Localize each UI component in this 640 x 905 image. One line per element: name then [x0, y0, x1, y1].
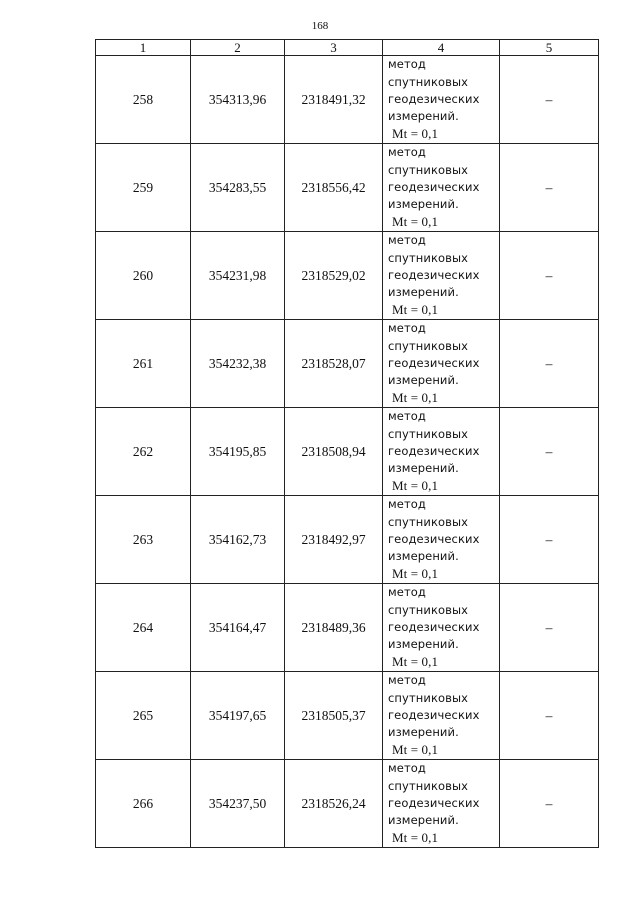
table-row [96, 144, 599, 232]
method-text-line: спутниковых [388, 338, 469, 353]
method-text-line: геодезических [388, 179, 480, 194]
method-text-line: геодезических [388, 355, 480, 370]
x-coordinate-cell: 354313,96 [191, 56, 285, 144]
method-text-line: метод [388, 497, 426, 512]
method-cell [383, 760, 500, 848]
header-col-1: 1 [96, 40, 191, 56]
method-text-line: геодезических [388, 443, 480, 458]
header-col-3: 3 [285, 40, 383, 56]
table-row [96, 584, 599, 672]
y-coordinate-cell: 2318489,36 [285, 584, 383, 672]
method-text-line: спутниковых [388, 74, 469, 89]
y-coordinate-cell: 2318492,97 [285, 496, 383, 584]
point-number-cell: 264 [96, 584, 191, 672]
x-coordinate-cell: 354197,65 [191, 672, 285, 760]
method-text-line: геодезических [388, 267, 480, 282]
accuracy-value: Mt = 0,1 [392, 742, 439, 758]
accuracy-value: Mt = 0,1 [392, 214, 439, 230]
column-5-cell: – [500, 408, 599, 496]
x-coordinate-cell: 354164,47 [191, 584, 285, 672]
point-number-cell: 263 [96, 496, 191, 584]
method-text-line: метод [388, 57, 426, 72]
y-coordinate-cell: 2318529,02 [285, 232, 383, 320]
method-cell [383, 496, 500, 584]
point-number-cell: 262 [96, 408, 191, 496]
column-5-cell: – [500, 584, 599, 672]
method-text-line: геодезических [388, 619, 480, 634]
point-number-cell: 265 [96, 672, 191, 760]
method-text-line: метод [388, 409, 426, 424]
method-text-line: метод [388, 233, 426, 248]
column-5-cell: – [500, 496, 599, 584]
point-number-cell: 260 [96, 232, 191, 320]
point-number-cell: 258 [96, 56, 191, 144]
method-text-line: спутниковых [388, 514, 469, 529]
x-coordinate-cell: 354231,98 [191, 232, 285, 320]
column-5-cell: – [500, 144, 599, 232]
header-col-2: 2 [191, 40, 285, 56]
method-text-line: метод [388, 673, 426, 688]
method-cell [383, 408, 500, 496]
method-cell [383, 232, 500, 320]
accuracy-value: Mt = 0,1 [392, 390, 439, 406]
method-text-line: метод [388, 761, 426, 776]
method-text-line: измерений. [388, 549, 459, 564]
method-text-line: спутниковых [388, 778, 469, 793]
y-coordinate-cell: 2318528,07 [285, 320, 383, 408]
column-5-cell: – [500, 320, 599, 408]
method-text-line: спутниковых [388, 690, 469, 705]
accuracy-value: Mt = 0,1 [392, 830, 439, 846]
x-coordinate-cell: 354283,55 [191, 144, 285, 232]
accuracy-value: Mt = 0,1 [392, 478, 439, 494]
method-text-line: геодезических [388, 707, 480, 722]
accuracy-value: Mt = 0,1 [392, 126, 439, 142]
method-text-line: спутниковых [388, 426, 469, 441]
x-coordinate-cell: 354232,38 [191, 320, 285, 408]
y-coordinate-cell: 2318505,37 [285, 672, 383, 760]
point-number-cell: 259 [96, 144, 191, 232]
table-row [96, 496, 599, 584]
header-col-5: 5 [500, 40, 599, 56]
method-cell [383, 320, 500, 408]
method-text-line: измерений. [388, 813, 459, 828]
method-cell [383, 56, 500, 144]
table-row [96, 408, 599, 496]
method-text-line: метод [388, 145, 426, 160]
x-coordinate-cell: 354237,50 [191, 760, 285, 848]
x-coordinate-cell: 354162,73 [191, 496, 285, 584]
accuracy-value: Mt = 0,1 [392, 302, 439, 318]
method-text-line: измерений. [388, 461, 459, 476]
table-header [96, 40, 599, 56]
accuracy-value: Mt = 0,1 [392, 566, 439, 582]
method-text-line: измерений. [388, 109, 459, 124]
table-row [96, 672, 599, 760]
method-text-line: геодезических [388, 795, 480, 810]
method-text-line: метод [388, 585, 426, 600]
column-5-cell: – [500, 232, 599, 320]
page-number: 168 [311, 20, 329, 32]
method-text-line: спутниковых [388, 602, 469, 617]
method-cell [383, 584, 500, 672]
table-row [96, 56, 599, 144]
table-row [96, 760, 599, 848]
y-coordinate-cell: 2318526,24 [285, 760, 383, 848]
y-coordinate-cell: 2318556,42 [285, 144, 383, 232]
method-cell [383, 672, 500, 760]
column-5-cell: – [500, 672, 599, 760]
column-5-cell: – [500, 56, 599, 144]
x-coordinate-cell: 354195,85 [191, 408, 285, 496]
table-row [96, 320, 599, 408]
method-text-line: измерений. [388, 373, 459, 388]
method-text-line: спутниковых [388, 162, 469, 177]
method-text-line: измерений. [388, 197, 459, 212]
method-text-line: измерений. [388, 637, 459, 652]
point-number-cell: 266 [96, 760, 191, 848]
coordinates-table [95, 39, 599, 848]
method-text-line: геодезических [388, 531, 480, 546]
method-text-line: метод [388, 321, 426, 336]
method-text-line: спутниковых [388, 250, 469, 265]
point-number-cell: 261 [96, 320, 191, 408]
method-text-line: измерений. [388, 285, 459, 300]
method-cell [383, 144, 500, 232]
y-coordinate-cell: 2318508,94 [285, 408, 383, 496]
table-body [96, 56, 599, 848]
y-coordinate-cell: 2318491,32 [285, 56, 383, 144]
method-text-line: измерений. [388, 725, 459, 740]
table-row [96, 232, 599, 320]
method-text-line: геодезических [388, 91, 480, 106]
header-row [96, 40, 599, 56]
column-5-cell: – [500, 760, 599, 848]
accuracy-value: Mt = 0,1 [392, 654, 439, 670]
header-col-4: 4 [383, 40, 500, 56]
